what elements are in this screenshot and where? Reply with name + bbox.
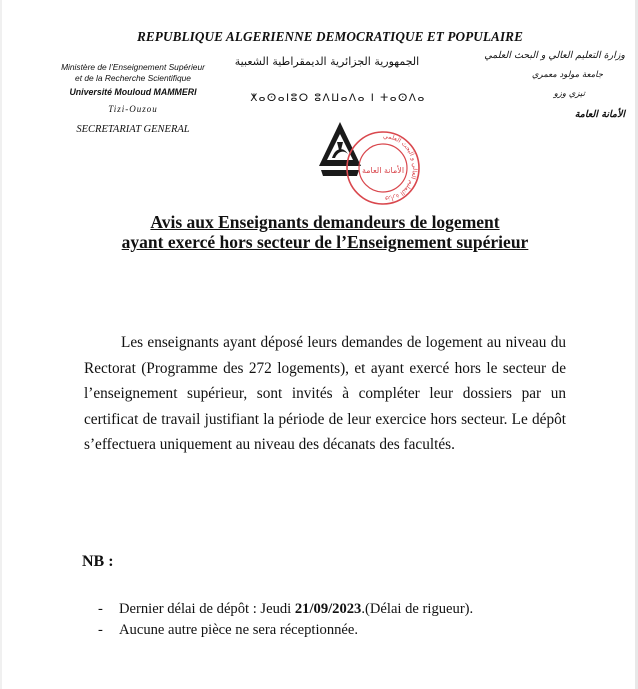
scan-edge-left	[0, 0, 2, 689]
department-name: SECRETARIAT GENERAL	[76, 124, 190, 135]
deadline-suffix: .(Délai de rigueur).	[361, 601, 474, 617]
list-item	[98, 620, 473, 641]
stamp-ring-text: وزارة التعليم العالي و البحث العلمي	[382, 132, 419, 203]
city-name: Tizi-Ouzou	[108, 104, 158, 114]
nb-label: NB :	[82, 553, 114, 570]
list-bullet: -	[98, 622, 103, 638]
notice-title-line-2: ayant exercé hors secteur de l’Enseignement supérieur	[121, 232, 529, 252]
republic-tifinagh: ⵅⴰⵙⴰⵏⵓⵔ ⵓⴷⵡⴰⴷⴰ ⵏ ⵜⴰⵙⴷⴰ	[250, 92, 426, 104]
stamp-center-text: الأمانة العامة	[361, 166, 405, 175]
nb-list	[98, 599, 473, 641]
ministry-arabic: وزارة التعليم العالي و البحث العلمي	[484, 50, 625, 61]
deadline-date: 21/09/2023	[294, 601, 362, 617]
ministry-line-2: et de la Recherche Scientifique	[75, 73, 191, 83]
notice-body: Les enseignants ayant déposé leurs demandes de logement au niveau du Rectorat (Programme des 272 logements), et ayant exercé hors le secteur de l’enseignement supérieur, sont invités à compléter leur dossiers par un certificat de travail justifiant la période de leur exercice hors secteur. Le dépôt s’effectuera uniquement au niveau des décanats des facultés.	[84, 334, 566, 453]
university-arabic: جامعة مولود معمري	[531, 70, 603, 80]
deadline-text	[119, 599, 473, 620]
institution-block-ar	[460, 50, 625, 120]
notice-title	[60, 212, 590, 252]
list-bullet: -	[98, 601, 103, 617]
no-other-document-text: Aucune autre pièce ne sera réceptionnée.	[119, 622, 359, 638]
department-arabic: الأمانة العامة	[574, 109, 625, 120]
official-stamp	[343, 128, 423, 208]
city-arabic: تيزي وزو	[553, 89, 585, 99]
notice-title-line-1: Avis aux Enseignants demandeurs de logement	[150, 212, 500, 232]
list-item	[98, 599, 473, 620]
republic-heading: REPUBLIQUE ALGERIENNE DEMOCRATIQUE ET POPULAIRE	[137, 29, 523, 44]
university-name: Université Mouloud MAMMERI	[69, 87, 197, 97]
ministry-line-1: Ministère de l’Enseignement Supérieur	[61, 62, 205, 72]
deadline-prefix: Dernier délai de dépôt : Jeudi	[119, 601, 295, 617]
institution-block-fr	[28, 62, 238, 135]
republic-arabic: الجمهورية الجزائرية الديمقراطية الشعبية	[234, 55, 420, 68]
